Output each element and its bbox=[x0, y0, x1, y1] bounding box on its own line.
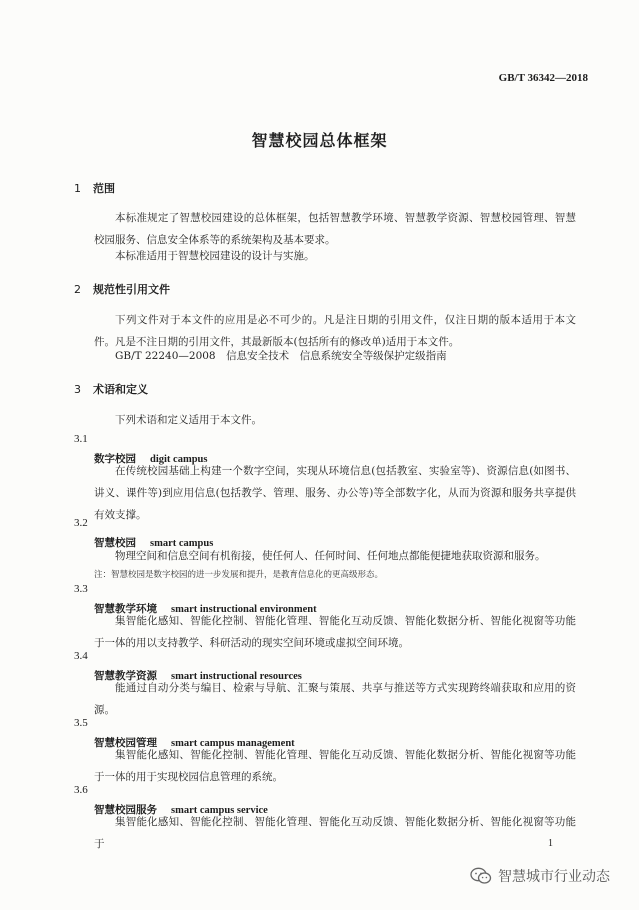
paragraph: 下列术语和定义适用于本文件。 bbox=[115, 414, 262, 426]
term-number: 3.5 bbox=[74, 717, 88, 729]
term-definition: 集智能化感知、智能化控制、智能化管理、智能化互动反馈、智能化数据分析、智能化视窗等功能于一体的用以支持教学、科研活动的现实空间环境或虚拟空间环境。 bbox=[94, 615, 576, 649]
term-chinese: 智慧校园 bbox=[94, 537, 136, 549]
section-number: 2 bbox=[74, 283, 81, 296]
term-english: digit campus bbox=[150, 454, 208, 465]
term-english: smart instructional resources bbox=[171, 671, 302, 682]
term-english: smart campus service bbox=[171, 805, 268, 816]
term-definition: 能通过自动分类与编目、检索与导航、汇聚与策展、共享与推送等方式实现跨终端获取和应用的资源。 bbox=[94, 682, 576, 716]
page-number: 1 bbox=[548, 838, 553, 849]
term-number: 3.6 bbox=[74, 784, 88, 796]
section-2-heading bbox=[74, 281, 170, 297]
section-title: 术语和定义 bbox=[93, 383, 148, 396]
wechat-icon bbox=[470, 867, 492, 885]
term-number: 3.2 bbox=[74, 517, 88, 529]
standard-number: GB/T 36342—2018 bbox=[498, 72, 588, 84]
section-title: 规范性引用文件 bbox=[93, 283, 170, 296]
section-title: 范围 bbox=[93, 182, 115, 195]
term-number: 3.3 bbox=[74, 583, 88, 595]
term-chinese: 智慧校园管理 bbox=[94, 737, 157, 749]
section-1-heading bbox=[74, 180, 115, 196]
paragraph: 下列文件对于本文件的应用是必不可少的。凡是注日期的引用文件，仅注日期的版本适用于本文件。凡是不注日期的引用文件，其最新版本(包括所有的修改单)适用于本文件。 bbox=[94, 314, 576, 348]
document-title: 智慧校园总体框架 bbox=[251, 131, 388, 150]
term-definition: 集智能化感知、智能化控制、智能化管理、智能化互动反馈、智能化数据分析、智能化视窗等功能于一体的用于实现校园信息管理的系统。 bbox=[94, 749, 576, 783]
term-chinese: 数字校园 bbox=[94, 453, 136, 465]
paragraph: 本标准适用于智慧校园建设的设计与实施。 bbox=[115, 250, 315, 262]
term-definition: 集智能化感知、智能化控制、智能化管理、智能化互动反馈、智能化数据分析、智能化视窗等功能于 bbox=[94, 816, 576, 850]
normative-reference: GB/T 22240—2008 信息安全技术 信息系统安全等级保护定级指南 bbox=[115, 350, 447, 362]
term-english: smart campus management bbox=[171, 738, 295, 749]
term-number: 3.4 bbox=[74, 650, 88, 662]
term-chinese: 智慧教学资源 bbox=[94, 670, 157, 682]
term-number: 3.1 bbox=[74, 433, 88, 445]
term-definition: 在传统校园基础上构建一个数字空间，实现从环境信息(包括教室、实验室等)、资源信息(如图书、讲义、课件等)到应用信息(包括教学、管理、服务、办公等)等全部数字化，从而为资源和服务共享提供有效支撑。 bbox=[94, 465, 576, 521]
term-chinese: 智慧教学环境 bbox=[94, 603, 157, 615]
term-definition: 物理空间和信息空间有机衔接，使任何人、任何时间、任何地点都能便捷地获取资源和服务。 bbox=[115, 550, 546, 562]
term-note: 注：智慧校园是数字校园的进一步发展和提升，是教育信息化的更高级形态。 bbox=[94, 570, 384, 580]
term-english: smart campus bbox=[150, 538, 214, 549]
watermark-text: 智慧城市行业动态 bbox=[498, 869, 610, 885]
section-number: 3 bbox=[74, 383, 81, 396]
paragraph: 本标准规定了智慧校园建设的总体框架，包括智慧教学环境、智慧教学资源、智慧校园管理、智慧校园服务、信息安全体系等的系统架构及基本要求。 bbox=[94, 212, 576, 246]
term-chinese: 智慧校园服务 bbox=[94, 804, 157, 816]
watermark bbox=[470, 866, 610, 886]
section-number: 1 bbox=[74, 182, 81, 195]
section-3-heading bbox=[74, 381, 148, 397]
term-english: smart instructional environment bbox=[171, 604, 317, 615]
